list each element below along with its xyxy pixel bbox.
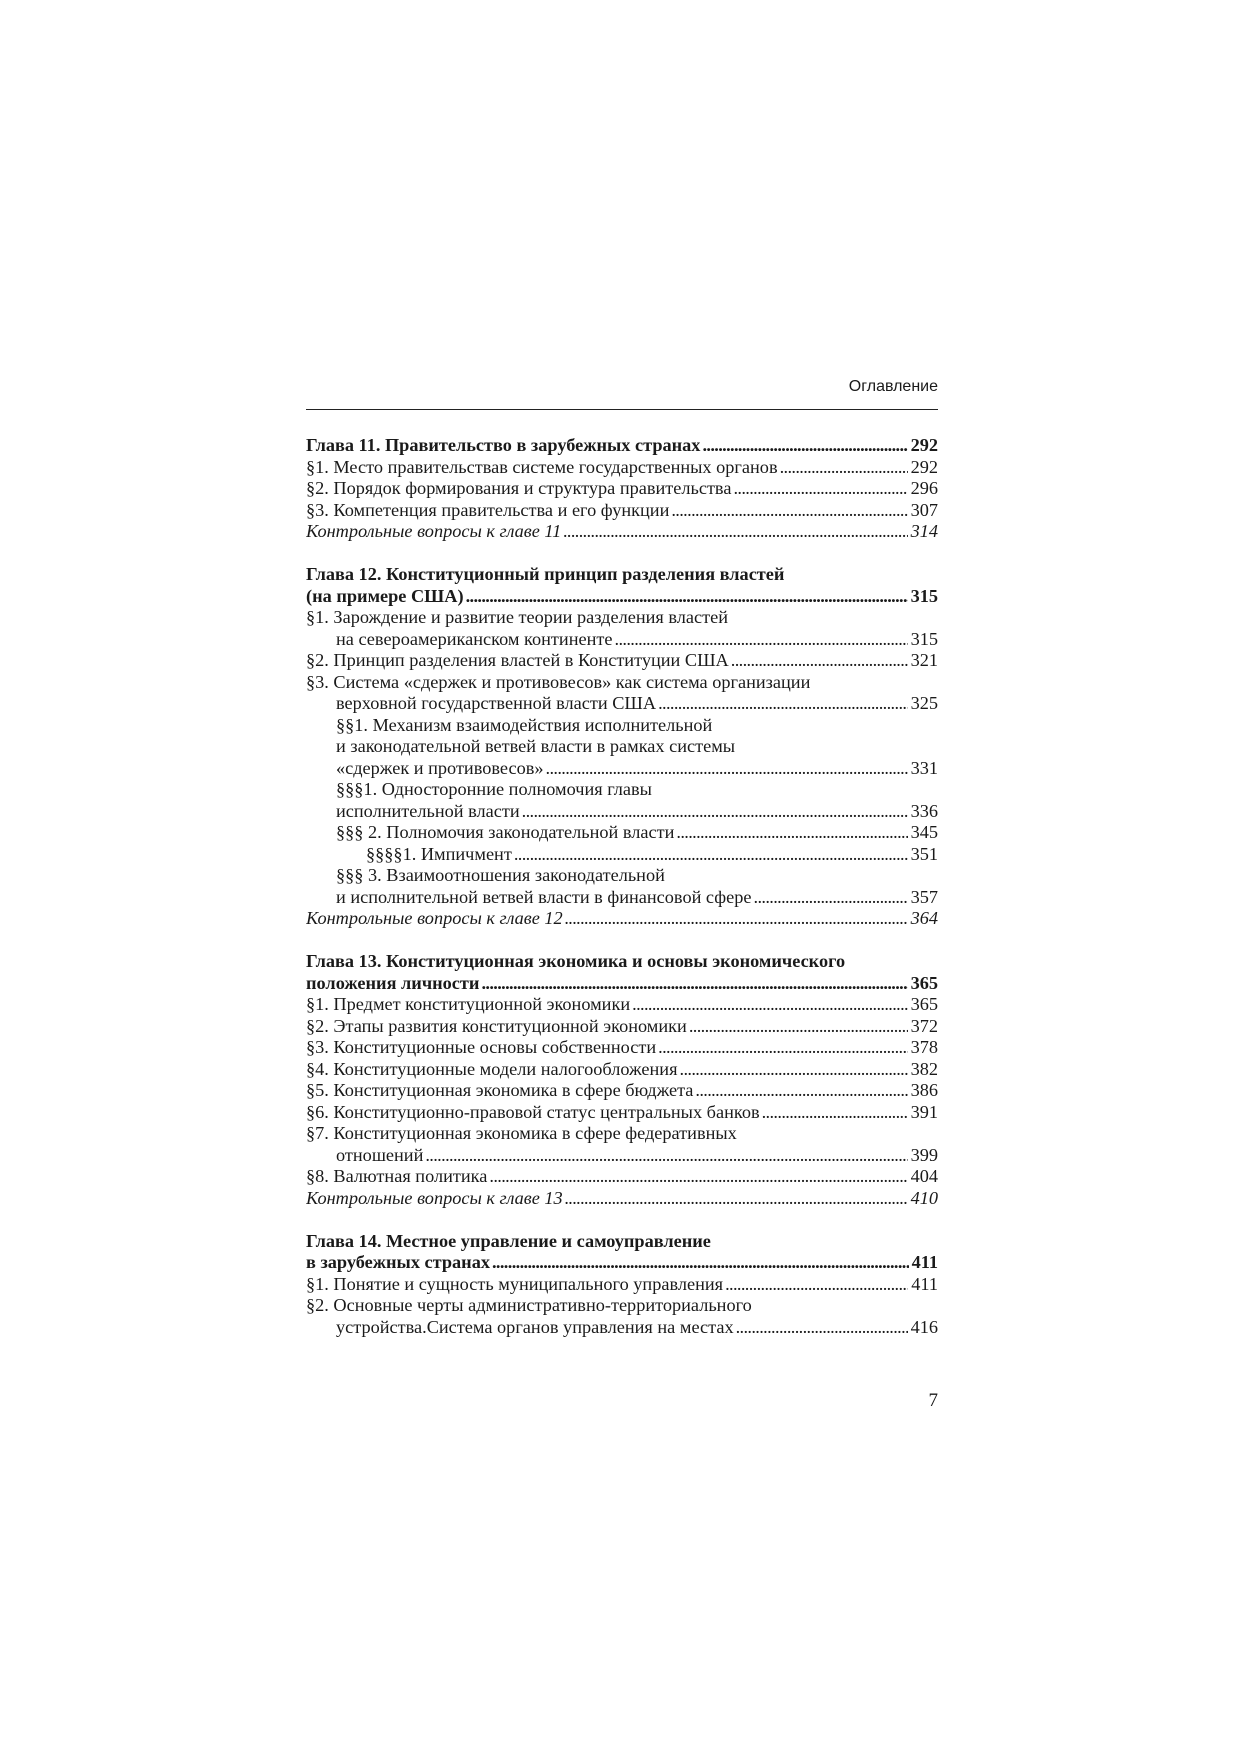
leader-dots <box>466 586 908 608</box>
header-rule <box>306 409 938 410</box>
item-page: 315 <box>910 628 938 649</box>
item-title: «сдержек и противовесов» <box>336 757 544 778</box>
toc-subitem[interactable] <box>306 801 938 823</box>
toc-subitem[interactable] <box>306 758 938 780</box>
chapter-title: Глава 14. Местное управление и самоуправление <box>306 1230 711 1251</box>
toc-questions-12[interactable] <box>306 908 938 930</box>
item-page: 411 <box>911 1273 938 1294</box>
item-title: исполнительной власти <box>336 800 520 821</box>
leader-dots <box>762 1102 908 1124</box>
leader-dots <box>492 1252 909 1274</box>
toc-item[interactable] <box>306 1274 938 1296</box>
leader-dots <box>632 994 907 1016</box>
toc-subitem[interactable] <box>306 887 938 909</box>
leader-dots <box>546 758 908 780</box>
questions-title: Контрольные вопросы к главе 12 <box>306 908 563 928</box>
leader-dots <box>780 457 908 479</box>
toc-item[interactable] <box>306 457 938 479</box>
questions-title: Контрольные вопросы к главе 13 <box>306 1187 563 1208</box>
item-title: §3. Компетенция правительства и его функции <box>306 499 670 520</box>
toc-item[interactable] <box>306 1016 938 1038</box>
leader-dots <box>481 973 907 995</box>
item-title: §5. Конституционная экономика в сфере бюджета <box>306 1080 694 1100</box>
leader-dots <box>680 1059 908 1081</box>
item-page: 378 <box>910 1037 938 1057</box>
questions-page: 364 <box>910 908 938 928</box>
item-title: §3. Система «сдержек и противовесов» как система организации <box>306 671 811 692</box>
toc-subitem[interactable] <box>306 844 938 866</box>
item-title: §1. Место правительствав системе государственных органов <box>306 456 778 477</box>
toc-item[interactable] <box>306 1037 938 1059</box>
item-page: 336 <box>910 800 938 821</box>
chapter-title: Глава 12. Конституционный принцип разделения властей <box>306 564 785 584</box>
item-title: §2. Порядок формирования и структура правительства <box>306 478 732 498</box>
toc-item[interactable] <box>306 1317 938 1339</box>
page-number: 7 <box>928 1390 938 1411</box>
chapter-title: в зарубежных странах <box>306 1252 490 1272</box>
leader-dots <box>565 908 908 930</box>
toc-chapter-14-title-line1[interactable] <box>306 1231 938 1253</box>
toc-subitem-line1[interactable] <box>306 715 938 737</box>
item-page: 351 <box>910 843 938 864</box>
toc-subitem-line2[interactable] <box>306 736 938 758</box>
chapter-page: 292 <box>910 435 938 455</box>
chapter-title: (на примере США) <box>306 585 464 606</box>
item-title: §7. Конституционная экономика в сфере федеративных <box>306 1123 737 1143</box>
leader-dots <box>563 521 907 543</box>
item-title: §8. Валютная политика <box>306 1166 488 1186</box>
toc-item[interactable] <box>306 693 938 715</box>
toc-item[interactable] <box>306 1166 938 1188</box>
toc-item[interactable] <box>306 1059 938 1081</box>
questions-page: 410 <box>910 1187 938 1208</box>
questions-title: Контрольные вопросы к главе 11 <box>306 521 562 541</box>
toc-subitem[interactable] <box>306 822 938 844</box>
item-page: 399 <box>910 1144 938 1165</box>
item-title: §§1. Механизм взаимодействия исполнительной <box>336 714 713 735</box>
toc-chapter-12[interactable] <box>306 586 938 608</box>
toc-item[interactable] <box>306 629 938 651</box>
leader-dots <box>695 1080 907 1102</box>
toc-chapter-13-title-line1[interactable] <box>306 951 938 973</box>
leader-dots <box>731 650 908 672</box>
item-page: 357 <box>910 886 938 907</box>
item-title: отношений <box>336 1144 424 1165</box>
leader-dots <box>689 1016 908 1038</box>
item-page: 365 <box>910 994 938 1014</box>
leader-dots <box>671 500 907 522</box>
item-page: 331 <box>910 757 938 778</box>
toc-item[interactable] <box>306 650 938 672</box>
toc-item-line1[interactable] <box>306 672 938 694</box>
item-page: 372 <box>910 1015 938 1036</box>
item-title: §1. Понятие и сущность муниципального управления <box>306 1273 724 1294</box>
toc-chapter-11[interactable] <box>306 435 938 457</box>
leader-dots <box>489 1166 907 1188</box>
toc-subitem-line1[interactable] <box>306 865 938 887</box>
toc-questions-13[interactable] <box>306 1188 938 1210</box>
item-title: §2. Этапы развития конституционной экономики <box>306 1015 687 1036</box>
toc-item-line1[interactable] <box>306 1295 938 1317</box>
toc-item[interactable] <box>306 1145 938 1167</box>
item-title: §§§ 2. Полномочия законодательной власти <box>336 822 675 842</box>
item-title: и исполнительной ветвей власти в финансовой сфере <box>336 886 752 907</box>
leader-dots <box>514 844 908 866</box>
leader-dots <box>725 1274 908 1296</box>
toc-item[interactable] <box>306 478 938 500</box>
toc-chapter-14[interactable] <box>306 1252 938 1274</box>
questions-page: 314 <box>910 521 938 541</box>
toc-subitem-line1[interactable] <box>306 779 938 801</box>
item-title: §4. Конституционные модели налогообложения <box>306 1058 678 1079</box>
leader-dots <box>522 801 908 823</box>
chapter-title: положения личности <box>306 972 480 993</box>
chapter-title: Глава 11. Правительство в зарубежных странах <box>306 435 701 455</box>
table-of-contents <box>306 435 938 1338</box>
item-page: 321 <box>910 650 938 670</box>
chapter-title: Глава 13. Конституционная экономика и основы экономического <box>306 951 846 971</box>
toc-item[interactable] <box>306 994 938 1016</box>
chapter-page: 411 <box>911 1252 938 1272</box>
leader-dots <box>754 887 908 909</box>
item-page: 391 <box>910 1101 938 1122</box>
item-page: 345 <box>910 822 938 842</box>
leader-dots <box>615 629 908 651</box>
item-title: на североамериканском континенте <box>336 628 613 649</box>
item-title: §§§ 3. Взаимоотношения законодательной <box>336 865 665 885</box>
item-page: 416 <box>910 1316 938 1337</box>
chapter-page: 365 <box>910 972 938 993</box>
toc-chapter-13[interactable] <box>306 973 938 995</box>
leader-dots <box>658 693 908 715</box>
item-title: §1. Зарождение и развитие теории разделения властей <box>306 607 729 627</box>
toc-item[interactable] <box>306 1102 938 1124</box>
item-page: 292 <box>910 456 938 477</box>
item-page: 307 <box>910 499 938 520</box>
leader-dots <box>565 1188 908 1210</box>
leader-dots <box>676 822 907 844</box>
toc-item-line1[interactable] <box>306 1123 938 1145</box>
chapter-page: 315 <box>910 585 938 606</box>
item-title: §2. Принцип разделения властей в Конституции США <box>306 650 729 670</box>
toc-item-line1[interactable] <box>306 607 938 629</box>
item-title: §1. Предмет конституционной экономики <box>306 994 631 1014</box>
item-title: §§§1. Односторонние полномочия главы <box>336 779 652 799</box>
item-title: верховной государственной власти США <box>336 693 657 713</box>
item-title: §§§§1. Импичмент <box>366 843 512 864</box>
item-title: §3. Конституционные основы собственности <box>306 1037 657 1057</box>
item-page: 386 <box>910 1080 938 1100</box>
item-page: 382 <box>910 1058 938 1079</box>
toc-questions-11[interactable] <box>306 521 938 543</box>
leader-dots <box>702 435 907 457</box>
leader-dots <box>658 1037 907 1059</box>
toc-item[interactable] <box>306 1080 938 1102</box>
item-title: и законодательной ветвей власти в рамках системы <box>336 736 736 756</box>
item-title: §6. Конституционно-правовой статус центральных банков <box>306 1101 760 1122</box>
item-title: §2. Основные черты административно-территориального <box>306 1295 752 1315</box>
toc-chapter-12-title-line1[interactable] <box>306 564 938 586</box>
item-page: 404 <box>910 1166 938 1186</box>
leader-dots <box>425 1145 907 1167</box>
running-head-title: Оглавление <box>848 378 938 395</box>
item-page: 296 <box>910 478 938 498</box>
leader-dots <box>736 1317 908 1339</box>
item-page: 325 <box>910 693 938 713</box>
toc-item[interactable] <box>306 500 938 522</box>
item-title: устройства.Система органов управления на местах <box>336 1316 734 1337</box>
leader-dots <box>733 478 907 500</box>
